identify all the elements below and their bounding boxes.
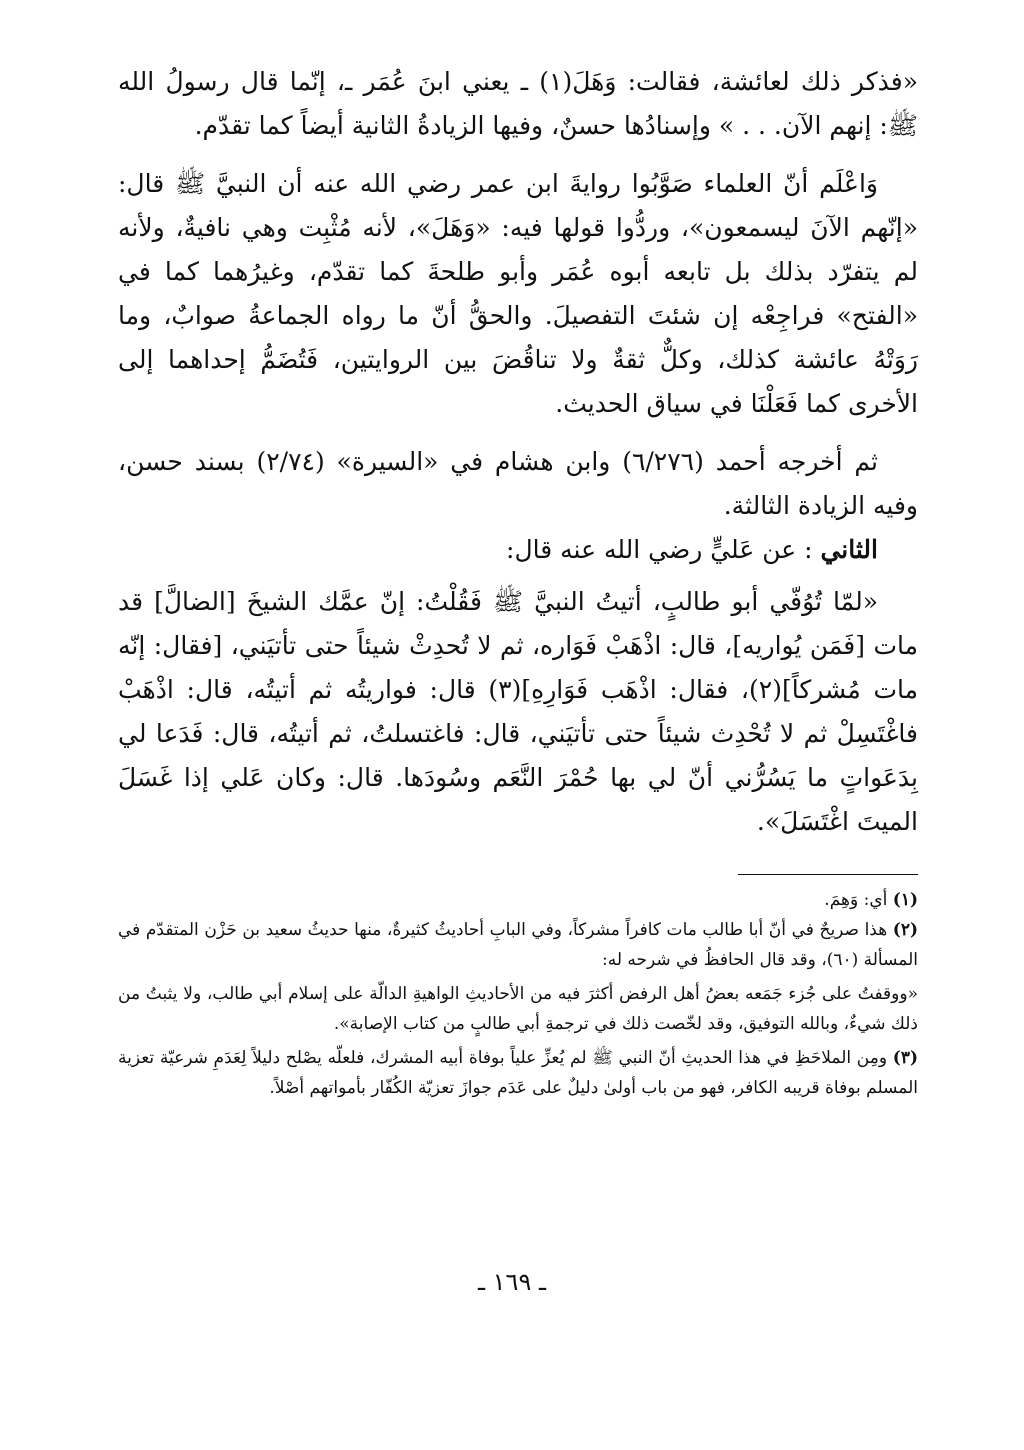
footnote-3-text: ومِن الملاحَظِ في هذا الحديثِ أنّ النبي ﷺ لم يُعزِّ علياً بوفاة أبيه المشرك، فلعلّه يصْلح دليلاً لِعَدَمِ شرعيّة تعزية المسلم بوفاة قريبه الكافر، فهو من باب أولىٰ دليلٌ على عَدَم جوازَ تعزيّة الكُفّار بأمواتهم أصْلاً. [118, 1048, 918, 1098]
footnote-2-quote: «ووقفتُ على جُزء جَمَعه بعضُ أهل الرفض أكثرَ فيه من الأحاديثِ الواهيةِ الدالّة على إسلام أبي طالب، ولا يثبتُ من ذلك شيءٌ، وبالله التوفيق، وقد لخّصت ذلك في ترجمةِ أبي طالبٍ من كتاب الإصابة». [118, 984, 918, 1034]
hadith-heading [118, 528, 918, 572]
footnote-2 [118, 915, 918, 975]
paragraph-scholars-note: وَاعْلَم أنّ العلماء صَوَّبُوا روايةَ ابن عمر رضي الله عنه أن النبيَّ ﷺ قال: «إنّهم الآنَ ليسمعون»، وردُّوا قولها فيه: «وَهَلَ»، لأنه مُثْبِت وهي نافيةٌ، ولأنه لم يتفرّد بذلك بل تابعه أبوه عُمَر وأبو طلحةَ كما تقدّم، وغيرُهما كما في «الفتح» فراجِعْه إن شئتَ التفصيلَ. والحقُّ أنّ ما رواه الجماعةُ صوابٌ، وما رَوَتْهُ عائشة كذلك، وكلٌّ ثقةٌ ولا تناقُضَ بين الروايتين، فَتُضَمُّ إحداهما إلى الأخرى كما فَعَلْنَا في سياق الحديث. [118, 169, 918, 418]
footnote-1-number: (١) [892, 890, 918, 910]
footnote-separator [738, 874, 918, 875]
footnote-2-text: هذا صريحٌ في أنّ أبا طالب مات كافراً مشركاً، وفي البابِ أحاديثُ كثيرةٌ، منها حديثُ سعيد بن حَزْن المتقدّم في المسألة (٦٠)، وقد قال الحافظُ في شرحه له: [118, 920, 918, 970]
footnote-1 [118, 885, 918, 915]
paragraph-takhrij: ثم أخرجه أحمد (٦/٢٧٦) وابن هشام في «السيرة» (٢/٧٤) بسند حسن، وفيه الزيادة الثالثة. [118, 447, 918, 520]
heading-ordinal: الثاني [820, 535, 878, 564]
heading-text: : عن عَليٍّ رضي الله عنه قال: [506, 535, 813, 564]
footnote-2-number: (٢) [892, 920, 919, 940]
paragraph-hadith-text: «لمّا تُوُفّي أبو طالبٍ، أتيتُ النبيَّ ﷺ فَقُلْتُ: إنّ عمَّك الشيخَ [الضالَّ] قد مات [فَمَن يُواريه]، قال: اذْهَبْ فَوَاره، ثم لا تُحدِثْ شيئاً حتى تأتيَني، [فقال: إنّه مات مُشركاً](٢)، فقال: اذْهَب فَوَارِهِ](٣) قال: فواريتُه ثم أتيتُه، قال: اذْهَبْ فاغْتَسِلْ ثم لا تُحْدِث شيئاً حتى تأتيَني، قال: فاغتسلتُ، ثم أتيتُه، قال: فَدَعا لي بِدَعَواتٍ ما يَسُرُّني أنّ لي بها حُمْرَ النَّعَم وسُودَها. قال: وكان عَلي إذا غَسَلَ الميتَ اغْتَسَلَ». [118, 587, 919, 836]
footnote-3 [118, 1043, 918, 1103]
page-number: ـ ١٦٩ ـ [477, 1268, 546, 1296]
paragraph-continuation: «فذكر ذلك لعائشة، فقالت: وَهَلَ(١) ـ يعني ابنَ عُمَر ـ، إنّما قال رسولُ الله ﷺ: إنهم الآن. . . » وإسنادُها حسنٌ، وفيها الزيادةُ الثانية أيضاً كما تقدّم. [118, 67, 918, 140]
document-page [118, 60, 918, 1430]
footnote-3-number: (٣) [892, 1048, 918, 1068]
footnote-1-text: أي: وَهِمَ. [824, 890, 888, 910]
